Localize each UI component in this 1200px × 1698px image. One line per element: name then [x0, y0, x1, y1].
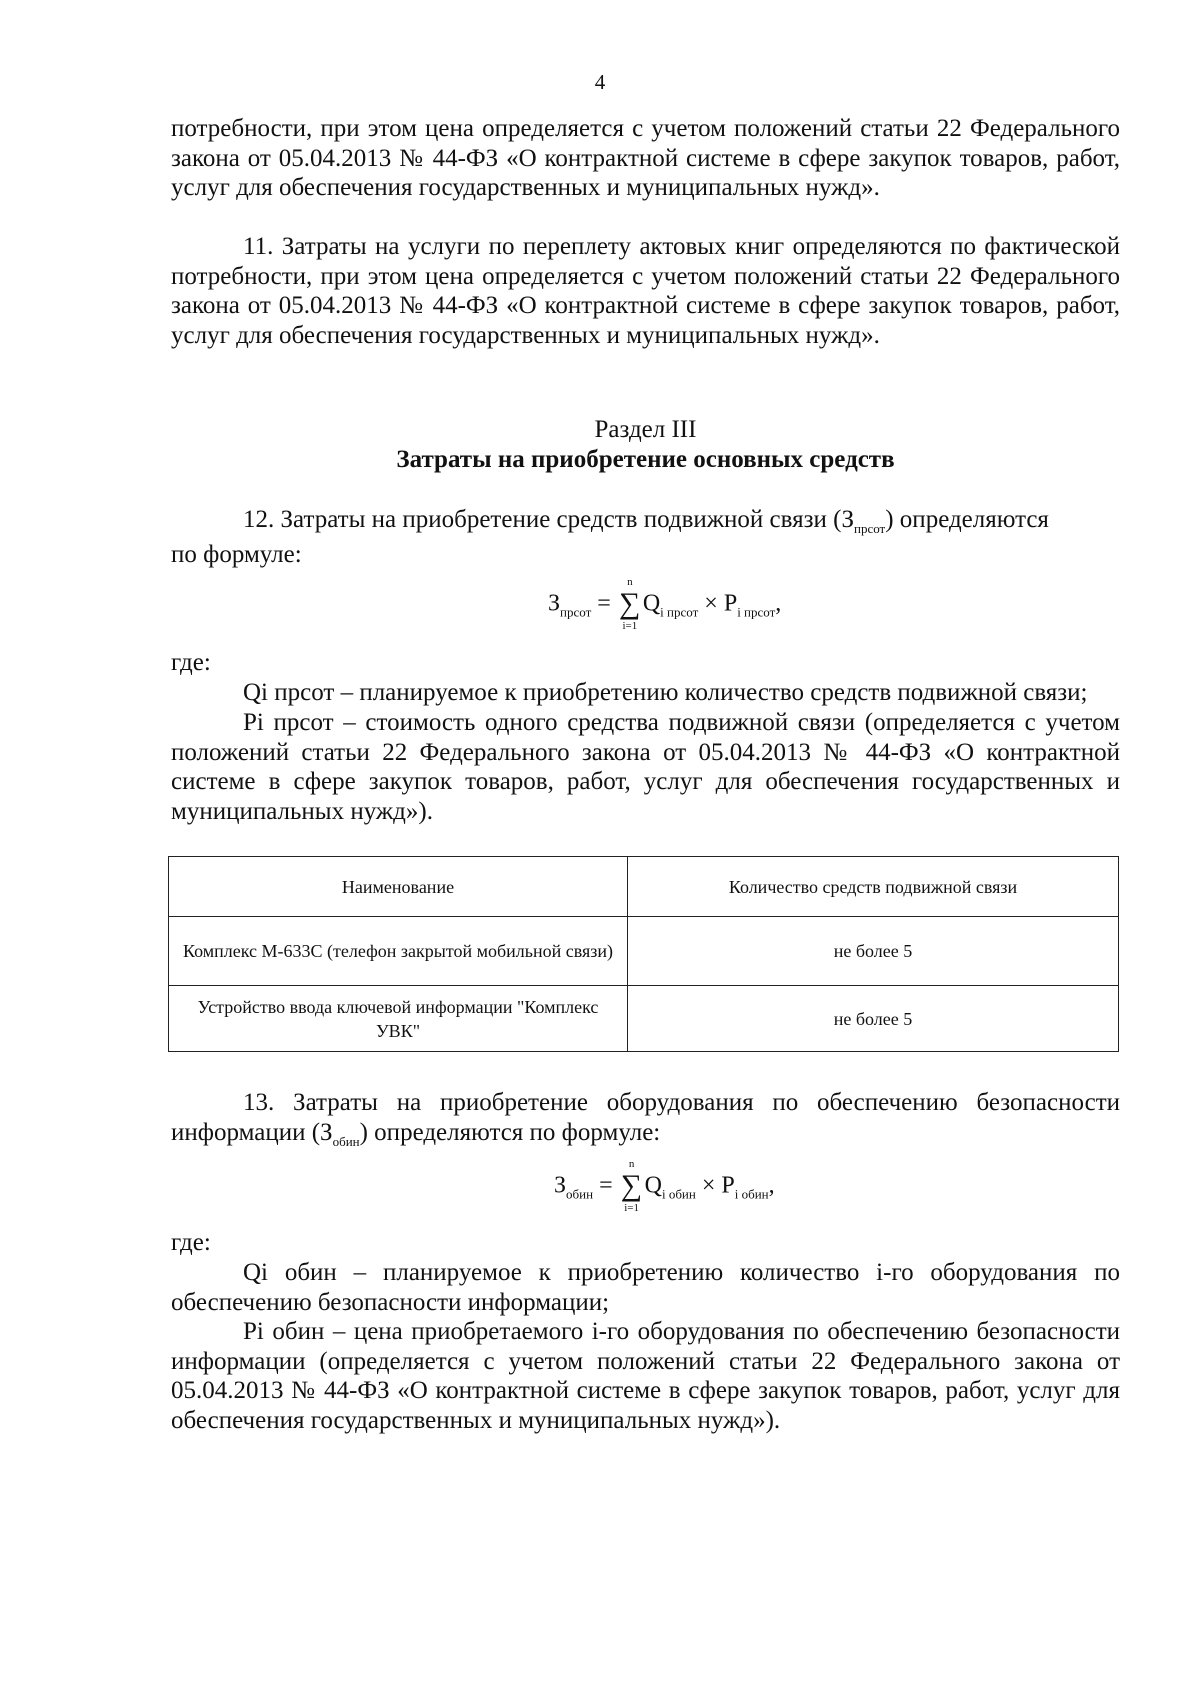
page-number: 4 [594, 70, 606, 94]
formula-q-sub: i обин [661, 1186, 696, 1202]
def-p-text: – цена приобретаемого i-го оборудования по обеспечению безопасности информации (определяется с учетом положений статьи 22 Федерального закона от 05.04.2013 № 44-ФЗ «О контрактной системе в сфере закупок товаров, работ, услуг для обеспечения государственных и муниципальных нужд»). [171, 1318, 1120, 1434]
item-13-text-after: ) определяются по формуле: [359, 1118, 661, 1146]
item-12-symbol-sub: прсот [853, 521, 886, 536]
def-q-text: – планируемое к приобретению количество i-го оборудования по обеспечению безопасности информации; [171, 1259, 1120, 1316]
table-header-quantity: Количество средств подвижной связи [628, 857, 1119, 917]
def-q-symbol: Qi прсот [243, 679, 335, 706]
table-cell-quantity: не более 5 [628, 917, 1119, 986]
formula-p: P [723, 590, 738, 617]
def-p-symbol: Pi прсот [243, 709, 334, 736]
item-12-text-after: ) определяются [885, 506, 1049, 533]
formula-obin [554, 1160, 775, 1214]
formula-p-sub: i обин [734, 1186, 769, 1202]
sum-upper-limit: n [627, 576, 633, 588]
sum-lower-limit: i=1 [622, 620, 638, 632]
formula-p: P [721, 1172, 735, 1199]
table-header-name: Наименование [169, 857, 628, 917]
item-13-def-p [171, 1317, 1120, 1435]
table-cell-name: Устройство ввода ключевой информации "Комплекс УВК" [169, 986, 628, 1052]
item-11-paragraph: 11. Затраты на услуги по переплету актовых книг определяются по фактической потребности, при этом цена определяется с учетом положений статьи 22 Федерального закона от 05.04.2013 № 44-ФЗ «О контрактной системе в сфере закупок товаров, работ, услуг для обеспечения государственных и муниципальных нужд». [171, 233, 1120, 349]
formula-eq: = [597, 590, 611, 617]
formula-times: × [704, 590, 718, 617]
def-q-symbol: Qi обин [243, 1259, 337, 1286]
formula-lhs: З [554, 1172, 567, 1199]
formula-q-sub: i прсот [660, 604, 699, 620]
table-row [169, 917, 1119, 986]
formula-lhs: З [548, 590, 561, 617]
sum-sigma [619, 1160, 645, 1214]
item-12-def-p [171, 708, 1120, 826]
formula-eq: = [599, 1172, 613, 1199]
table-cell-quantity: не более 5 [628, 986, 1119, 1052]
item-13-intro [171, 1088, 1120, 1156]
section-number: Раздел III [594, 416, 697, 443]
formula-prsot [548, 578, 781, 632]
formula-times: × [701, 1172, 716, 1199]
formula-p-sub: i прсот [737, 604, 776, 620]
formula-lhs-sub: прсот [560, 604, 592, 620]
item-12-def-q [171, 678, 1120, 708]
item-12-intro [171, 505, 1120, 544]
def-q-text: – планируемое к приобретению количество средств подвижной связи; [334, 679, 1088, 706]
formula-end: , [768, 1172, 775, 1199]
where-label: где: [171, 649, 211, 676]
sum-symbol: ∑ [620, 1169, 642, 1202]
formula-q: Q [642, 590, 661, 617]
def-p-text: – стоимость одного средства подвижной связи (определяется с учетом положений статьи 22 Федерального закона от 05.04.2013 № 44-ФЗ «О контрактной системе в сфере закупок товаров, работ, услуг для обеспечения государственных и муниципальных нужд»). [171, 709, 1120, 825]
item-13-def-q [171, 1258, 1120, 1317]
table-cell-name: Комплекс М-633С (телефон закрытой мобильной связи) [169, 917, 628, 986]
table-header-row [169, 857, 1119, 917]
section-title: Затраты на приобретение основных средств [396, 446, 895, 473]
sum-lower-limit: i=1 [624, 1202, 639, 1214]
item-13-symbol: З [320, 1118, 333, 1146]
sum-sigma [617, 578, 643, 632]
devices-table [168, 856, 1119, 1052]
item-12-symbol: З [841, 506, 854, 533]
sum-upper-limit: n [628, 1158, 635, 1170]
sum-symbol: ∑ [618, 587, 641, 620]
intro-paragraph: потребности, при этом цена определяется с учетом положений статьи 22 Федерального закона от 05.04.2013 № 44-ФЗ «О контрактной системе в сфере закупок товаров, работ, услуг для обеспечения государственных и муниципальных нужд». [171, 115, 1120, 201]
item-12-text-before: 12. Затраты на приобретение средств подвижной связи ( [243, 506, 842, 533]
where-label: где: [171, 1229, 211, 1256]
item-13-text-before: 13. Затраты на приобретение оборудования по обеспечению безопасности информации ( [171, 1089, 1120, 1146]
table-row [169, 986, 1119, 1052]
formula-lhs-sub: обин [566, 1186, 594, 1202]
item-12-formula-intro: по формуле: [171, 541, 302, 568]
formula-q: Q [644, 1172, 662, 1199]
def-p-symbol: Pi обин [243, 1318, 325, 1345]
item-13-symbol-sub: обин [332, 1133, 360, 1149]
formula-end: , [775, 590, 782, 617]
